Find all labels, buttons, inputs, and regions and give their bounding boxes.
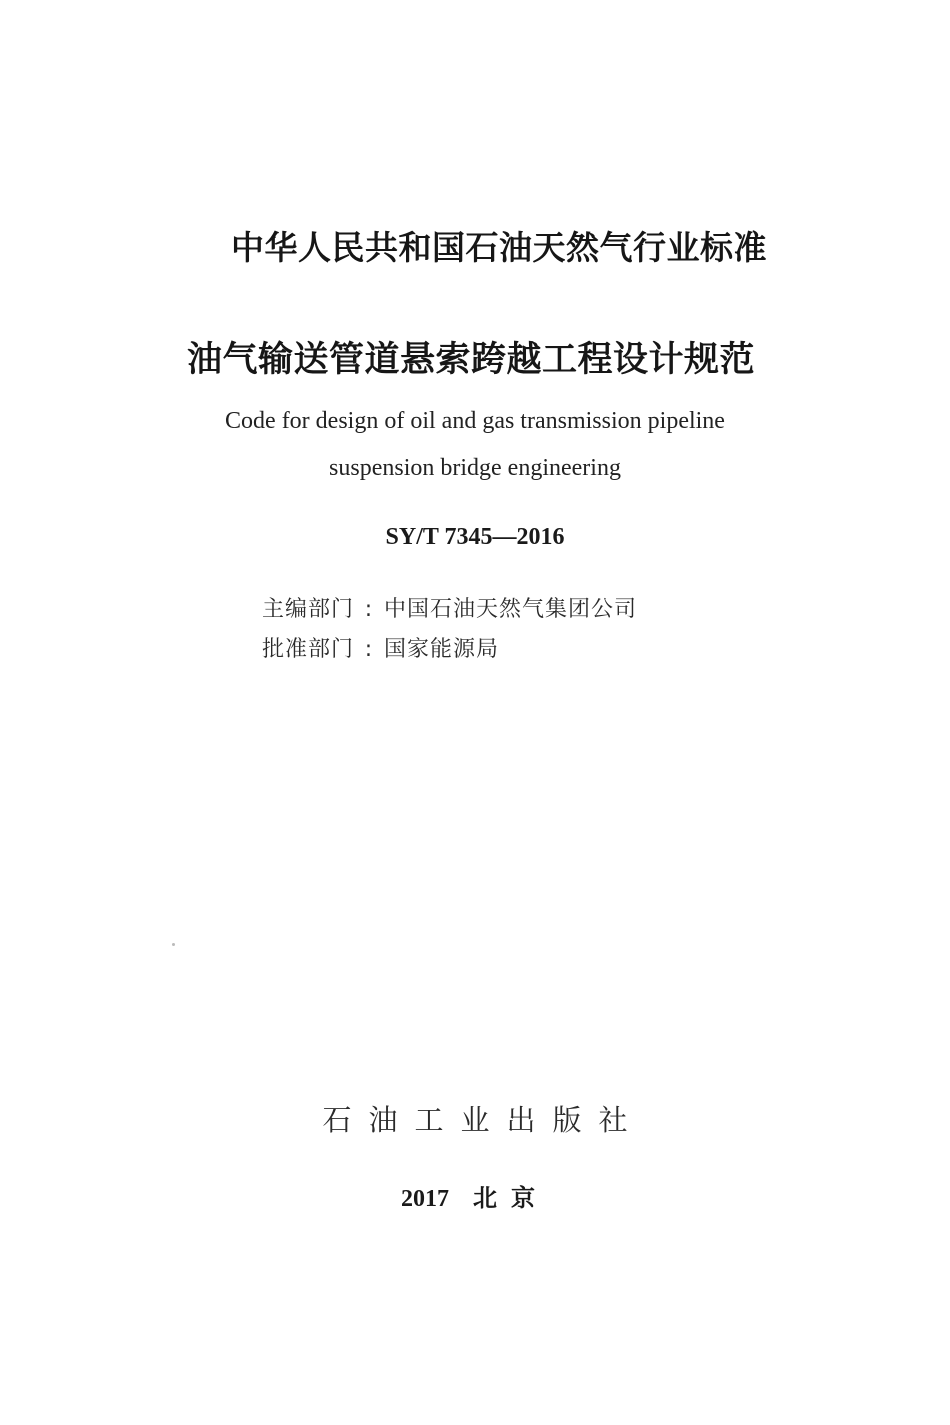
editor-label: 主编部门 (262, 597, 355, 622)
title-chinese: 油气输送管道悬索跨越工程设计规范 (186, 340, 755, 380)
title-english-line-2: suspension bridge engineering (329, 455, 621, 481)
editor-value: 中国石油天然气集团公司 (384, 597, 638, 622)
publisher: 石油工业出版社 (322, 1103, 645, 1137)
standard-category: 中华人民共和国石油天然气行业标准 (231, 228, 767, 267)
editor-separator: : (364, 597, 374, 622)
editor-department (262, 592, 637, 623)
approver-department (262, 632, 499, 663)
scan-speck (172, 943, 175, 946)
standard-number: SY/T 7345—2016 (385, 524, 565, 550)
publication-info (0, 1178, 950, 1213)
title-english-line-1: Code for design of oil and gas transmission pipeline (225, 408, 725, 434)
publication-city: 北京 (473, 1184, 549, 1212)
approver-value: 国家能源局 (384, 637, 500, 662)
approver-separator: : (364, 637, 374, 662)
publication-year: 2017 (401, 1186, 449, 1212)
approver-label: 批准部门 (262, 637, 355, 662)
